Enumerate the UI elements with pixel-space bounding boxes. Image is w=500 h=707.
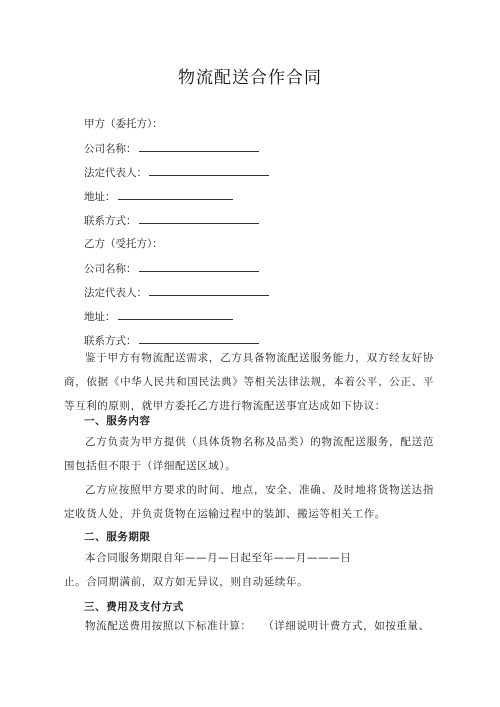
party-b-rep-blank[interactable] [149,285,269,296]
party-a-contact-blank[interactable] [139,213,259,224]
party-a-company-row [84,141,259,156]
party-b-company-row [84,261,259,276]
section-2-paragraph-line-2: 止。合同期满前，双方如无异议，则自动延续年。 [64,576,309,588]
party-a-address-label: 地址： [84,191,116,203]
party-b-address-label: 地址： [84,311,116,323]
party-b-heading: 乙方（受托方）： [84,238,163,250]
party-a-address-row [84,189,233,204]
party-a-rep-blank[interactable] [149,165,269,176]
party-b-company-label: 公司名称： [84,263,137,275]
section-3-title: 三、费用及支付方式 [84,601,184,613]
section-1-paragraph-2: 乙方应按照甲方要求的时间、地点，安全、准确、及时地将货物送达指定收货人处，并负责货物在运输过程中的装卸、搬运等相关工作。 [64,484,434,520]
section-2-paragraph-line-1: 本合同服务期限自年——月—日起至年——月———日 [85,552,352,564]
party-a-company-label: 公司名称： [84,143,137,155]
document-title: 物流配送合作合同 [178,68,322,88]
party-a-rep-row [84,165,269,180]
party-b-contact-label: 联系方式： [84,335,137,347]
party-b-contact-blank[interactable] [139,333,259,344]
section-3-paragraph-1: 物流配送费用按照以下标准计算： （详细说明计费方式，如按重量、 [85,620,430,632]
section-1-paragraph-1: 乙方负责为甲方提供（具体货物名称及品类）的物流配送服务，配送范围包括但不限于（详细配送区域）。 [64,436,434,472]
party-b-address-blank[interactable] [118,309,233,320]
party-b-company-blank[interactable] [139,261,259,272]
section-1-title: 一、服务内容 [84,415,151,427]
party-b-rep-label: 法定代表人： [84,287,147,299]
party-a-heading: 甲方（委托方）： [84,118,163,130]
party-a-contact-row [84,213,259,228]
section-2-title: 二、服务期限 [84,531,151,543]
party-b-address-row [84,309,233,324]
party-a-contact-label: 联系方式： [84,215,137,227]
party-a-address-blank[interactable] [118,189,233,200]
party-b-rep-row [84,285,269,300]
preamble-paragraph: 鉴于甲方有物流配送需求，乙方具备物流配送服务能力，双方经友好协商，依据《中华人民共和国民法典》等相关法律法规，本着公平、公正、平等互利的原则，就甲方委托乙方进行物流配送事宜达成如下协议： [64,352,434,412]
party-a-rep-label: 法定代表人： [84,167,147,179]
party-a-company-blank[interactable] [139,141,259,152]
